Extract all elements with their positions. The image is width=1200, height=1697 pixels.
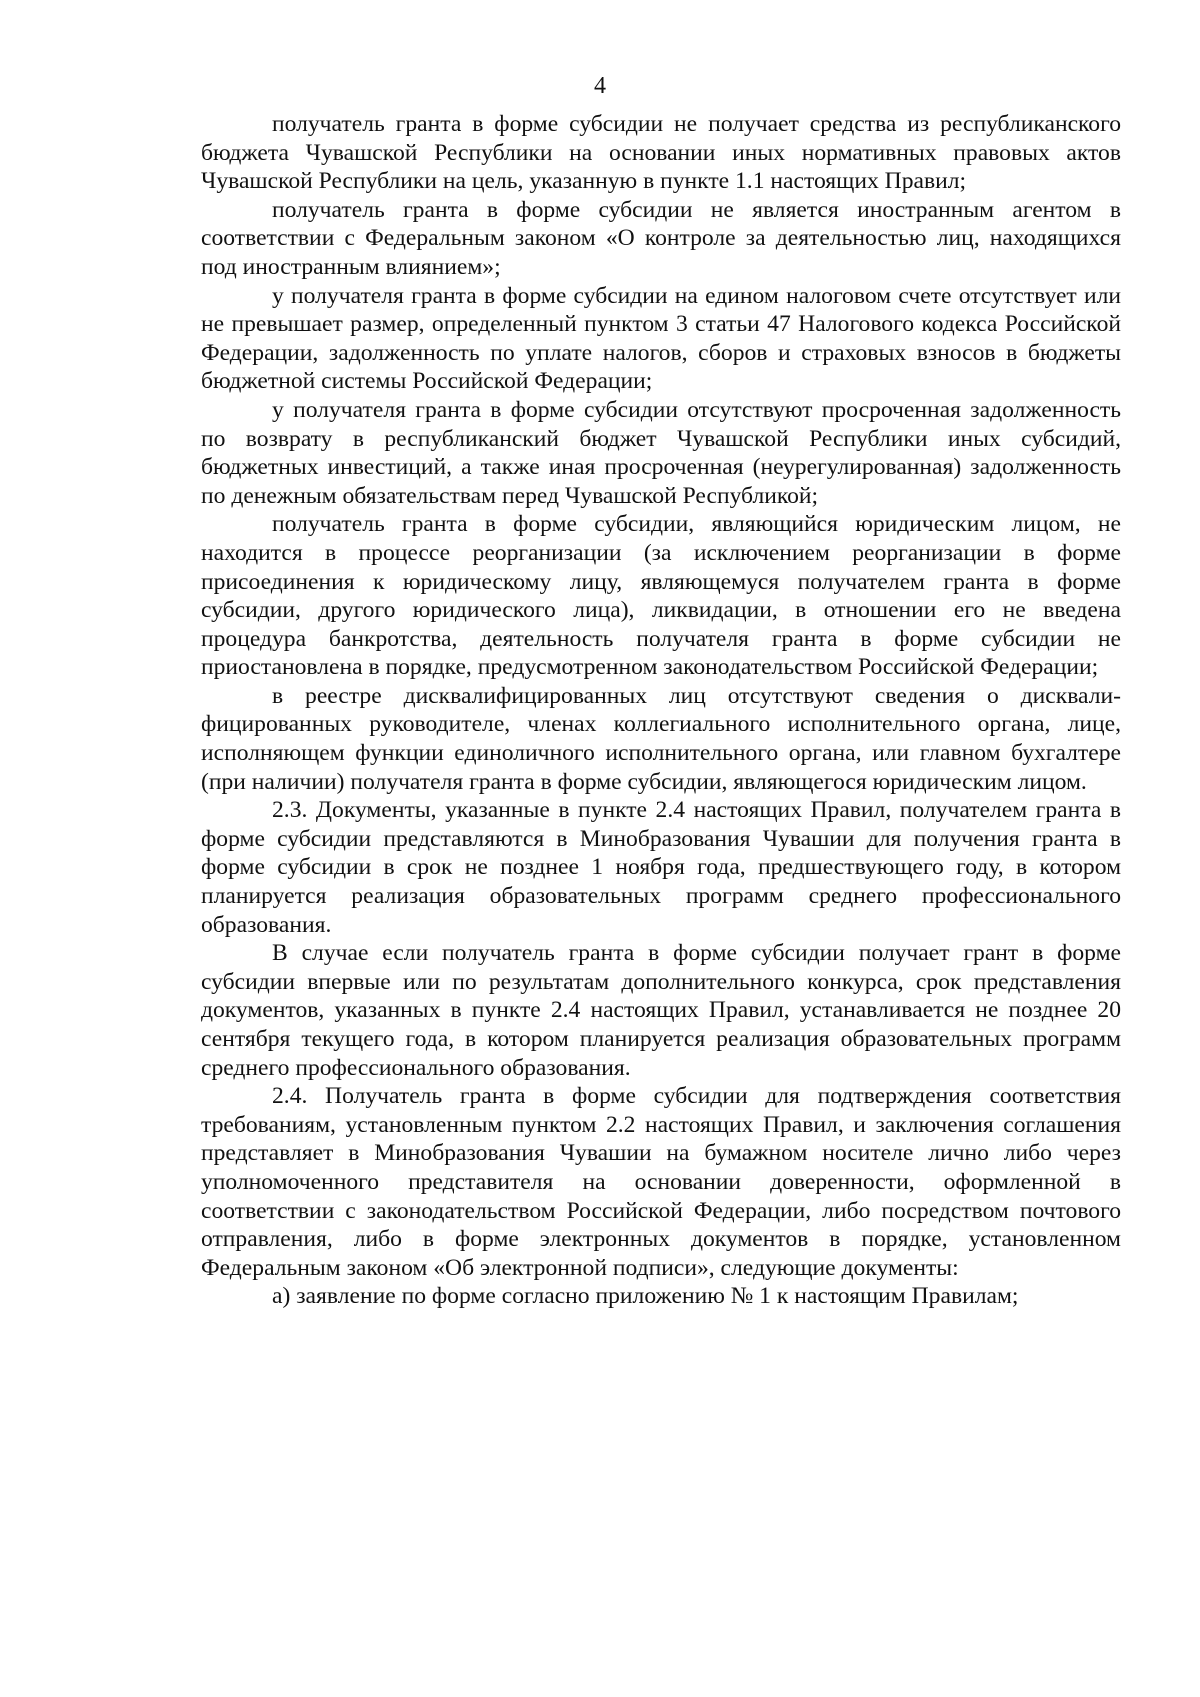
paragraph-item-a-application: а) заявление по форме согласно приложению № 1 к настоящим Правилам; <box>272 1283 1019 1310</box>
paragraph-no-overdue-debt: у получателя гранта в форме субсидии отсутствуют просроченная задолженность по возврату в республиканский бюджет Чувашской Республики иных субсидий, бюджетных инвестиций, а также иная просроченная (неурегулированная) задолженность по денежным обязательствам перед Чувашской Республикой; <box>201 396 1121 509</box>
paragraph-not-in-reorganization: получатель гранта в форме субсидии, являющийся юридическим лицом, не находится в процессе реорганизации (за исключением реорганизации в форме присоединения к юридическому лицу, являющемуся получателем гранта в форме субсидии, другого юридического лица), ликвидации, в отношении его не введена процедура банкротства, деятельность получателя гранта в форме субсидии не приостановлена в порядке, предусмотренном законодательством Российской Федерации; <box>201 511 1121 681</box>
paragraph-no-tax-debt: у получателя гранта в форме субсидии на едином налоговом счете отсутствует или не превышает размер, определенный пунктом 3 статьи 47 Налогового кодекса Российской Федерации, задолженность по уплате налогов, сборов и страховых взносов в бюджеты бюджетной системы Российской Федерации; <box>201 282 1121 395</box>
paragraph-disqualified-persons-registry: в реестре дисквалифицированных лиц отсутствуют сведения о дисквалифицированных руководителе, членах коллегиального исполнительного органа, лице, исполняющем функции единоличного исполнительного органа, или главном бухгалтере (при наличии) получателя гранта в форме субсидии, являющегося юридическим лицом. <box>201 682 1121 795</box>
paragraph-section-2-3: 2.3. Документы, указанные в пункте 2.4 настоящих Правил, получателем гранта в форме субсидии представляются в Минобразования Чувашии для получения гранта в форме субсидии в срок не позднее 1 ноября года, предшествующего году, в котором планируется реализация образовательных программ среднего профессионального образования. <box>201 797 1121 938</box>
paragraph-no-other-funding: получатель гранта в форме субсидии не получает средства из республиканского бюджета Чувашской Республики на основании иных нормативных правовых актов Чувашской Республики на цель, указанную в пункте 1.1 настоящих Правил; <box>201 111 1121 195</box>
document-body <box>201 110 1121 1311</box>
paragraph-not-foreign-agent: получатель гранта в форме субсидии не является иностранным агентом в соответствии с Федеральным законом «О контроле за деятельностью лиц, находящихся под иностранным влиянием»; <box>201 196 1121 280</box>
paragraph-section-2-4: 2.4. Получатель гранта в форме субсидии для подтверждения соответствия требованиям, установленным пунктом 2.2 настоящих Правил, и заключения соглашения представляет в Минобразования Чувашии на бумажном носителе лично либо через уполномоченного представителя на основании доверенности, оформленной в соответствии с законодательством Российской Федерации, либо посредством почтового отправления, либо в форме электронных документов в порядке, установленном Федеральным законом «Об электронной подписи», следующие документы: <box>201 1083 1121 1281</box>
paragraph-first-time-recipient: В случае если получатель гранта в форме субсидии получает грант в форме субсидии впервые или по результатам дополнительного конкурса, срок представления документов, указанных в пункте 2.4 настоящих Правил, устанавливается не позднее 20 сентября текущего года, в котором планируется реализация образовательных программ среднего профессионального образования. <box>201 940 1121 1081</box>
page-number: 4 <box>594 73 606 99</box>
